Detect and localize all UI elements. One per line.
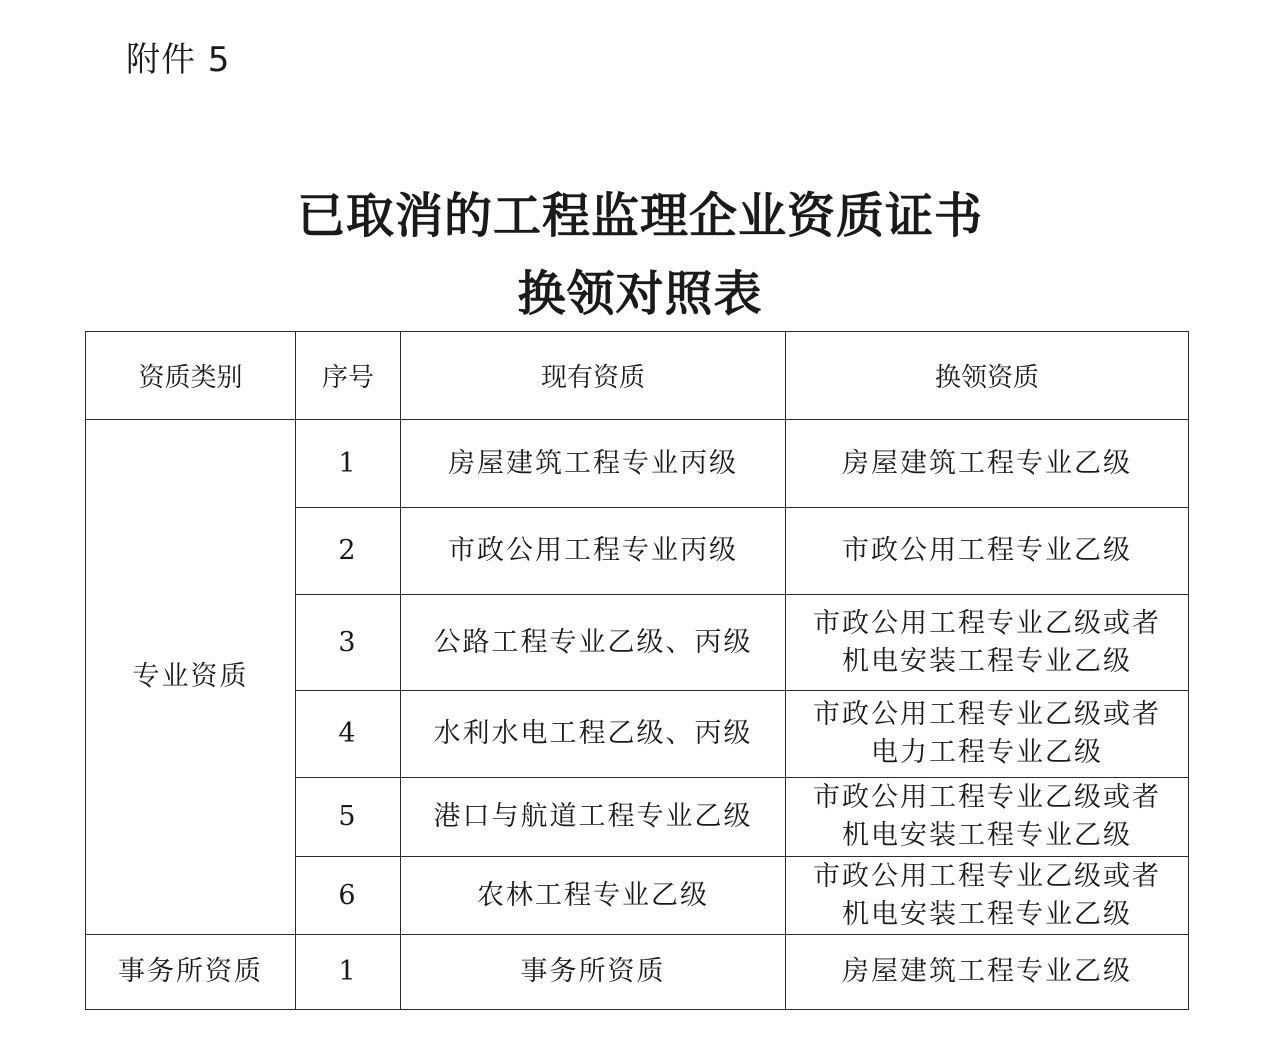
replacement-line: 市政公用工程专业乙级或者 (813, 782, 1161, 813)
document-title-line2: 换领对照表 (517, 266, 763, 322)
replacement-qualification-cell (786, 595, 1189, 691)
replacement-qualification-cell (786, 691, 1189, 778)
replacement-qualification-cell (786, 508, 1189, 595)
replacement-line: 市政公用工程专业乙级或者 (813, 860, 1161, 892)
current-qualification-cell: 农林工程专业乙级 (401, 857, 786, 935)
category-cell: 专业资质 (86, 420, 296, 935)
seq-cell: 5 (296, 778, 401, 857)
current-qualification-cell: 房屋建筑工程专业丙级 (401, 420, 786, 508)
header-seq: 序号 (296, 332, 401, 420)
replacement-line: 机电安装工程专业乙级 (842, 820, 1132, 851)
replacement-line: 机电安装工程专业乙级 (842, 898, 1132, 930)
seq-cell: 1 (296, 420, 401, 508)
document-title-line1: 已取消的工程监理企业资质证书 (296, 188, 983, 244)
comparison-table (85, 331, 1189, 1010)
header-replacement: 换领资质 (786, 332, 1189, 420)
replacement-qualification-cell (786, 420, 1189, 508)
replacement-line: 房屋建筑工程专业乙级 (842, 447, 1132, 479)
replacement-qualification-cell (786, 935, 1189, 1010)
current-qualification-cell: 公路工程专业乙级、丙级 (401, 595, 786, 691)
replacement-line: 市政公用工程专业乙级 (842, 535, 1132, 566)
replacement-line: 电力工程专业乙级 (871, 737, 1103, 768)
table-row (86, 935, 1189, 1010)
current-qualification-cell: 水利水电工程乙级、丙级 (401, 691, 786, 778)
seq-cell: 2 (296, 508, 401, 595)
seq-cell: 4 (296, 691, 401, 778)
seq-cell: 1 (296, 935, 401, 1010)
replacement-qualification-cell (786, 778, 1189, 857)
attachment-label: 附件 5 (126, 40, 231, 80)
replacement-line: 市政公用工程专业乙级或者 (813, 607, 1161, 639)
replacement-line: 房屋建筑工程专业乙级 (842, 956, 1132, 987)
current-qualification-cell: 港口与航道工程专业乙级 (401, 778, 786, 857)
category-cell: 事务所资质 (86, 935, 296, 1010)
seq-cell: 6 (296, 857, 401, 935)
replacement-line: 市政公用工程专业乙级或者 (813, 699, 1161, 730)
current-qualification-cell: 事务所资质 (401, 935, 786, 1010)
seq-cell: 3 (296, 595, 401, 691)
header-category: 资质类别 (86, 332, 296, 420)
header-current: 现有资质 (401, 332, 786, 420)
current-qualification-cell: 市政公用工程专业丙级 (401, 508, 786, 595)
replacement-line: 机电安装工程专业乙级 (842, 645, 1132, 677)
replacement-qualification-cell (786, 857, 1189, 935)
table-header-row (86, 332, 1189, 420)
table-row (86, 420, 1189, 508)
